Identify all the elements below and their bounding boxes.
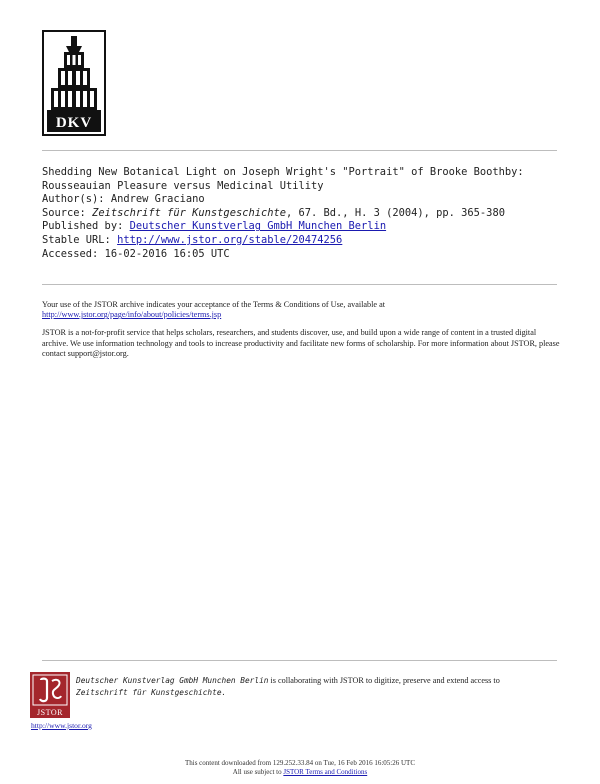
footer-terms-prefix: All use subject to [232,767,282,776]
footer-terms-line [0,768,600,777]
source-line [42,207,572,221]
divider-bottom [42,660,557,661]
publisher-link[interactable]: Deutscher Kunstverlag GmbH Munchen Berlin [129,220,387,233]
authors-line [42,193,572,207]
collaboration-text [76,675,566,699]
collab-publisher: Deutscher Kunstverlag GmbH Munchen Berlin [76,676,269,685]
jstor-logo-icon [30,672,70,718]
collab-journal: Zeitschrift für Kunstgeschichte. [76,688,227,698]
source-label: Source: [42,206,86,219]
divider-middle [42,284,557,285]
logo-text: DKV [55,115,93,131]
authors-value: Andrew Graciano [110,193,205,206]
tower-castle-logo-icon [42,30,106,136]
accessed-value: 16-02-2016 16:05 UTC [104,247,230,260]
jstor-logo-text: JSTOR [37,708,63,717]
footer-download-info: This content downloaded from 129.252.33.84 on Tue, 16 Feb 2016 16:05:26 UTC [184,759,416,767]
publisher-label: Published by: [42,220,124,233]
jstor-logo[interactable] [30,672,70,718]
terms-text: Your use of the JSTOR archive indicates your acceptance of the Terms & Conditions of Use, available at [42,300,385,309]
download-footer [0,759,600,776]
stable-url-label: Stable URL: [42,233,111,246]
accessed-label: Accessed: [42,247,99,260]
article-title: Shedding New Botanical Light on Joseph Wright's "Portrait" of Brooke Boothby: Rousseauian Pleasure versus Medicinal Utility [42,166,524,192]
stable-url-line [42,234,572,248]
publisher-logo [42,30,106,136]
divider-top [42,150,557,151]
about-jstor-paragraph: JSTOR is a not-for-profit service that helps scholars, researchers, and students discover, use, and build upon a wide range of content in a trusted digital archive. We use information technology and tools to increase productivity and facilitate new forms of scholarship. For more information about JSTOR, please contact support@jstor.org. [42,328,560,358]
publisher-line [42,220,572,234]
collab-description: is collaborating with JSTOR to digitize, preserve and extend access to [270,676,500,685]
authors-label: Author(s): [42,193,105,206]
terms-block [42,300,562,367]
footer-terms-link[interactable]: JSTOR Terms and Conditions [283,767,368,776]
source-journal: Zeitschrift für Kunstgeschichte [92,206,286,219]
source-details: , 67. Bd., H. 3 (2004), pp. 365-380 [286,206,505,219]
jstor-url-link[interactable]: http://www.jstor.org [31,721,92,730]
stable-url-link[interactable]: http://www.jstor.org/stable/20474256 [117,233,343,246]
terms-link[interactable]: http://www.jstor.org/page/info/about/policies/terms.jsp [42,310,222,320]
terms-paragraph [42,300,562,320]
article-metadata [42,166,572,261]
accessed-line [42,248,572,262]
